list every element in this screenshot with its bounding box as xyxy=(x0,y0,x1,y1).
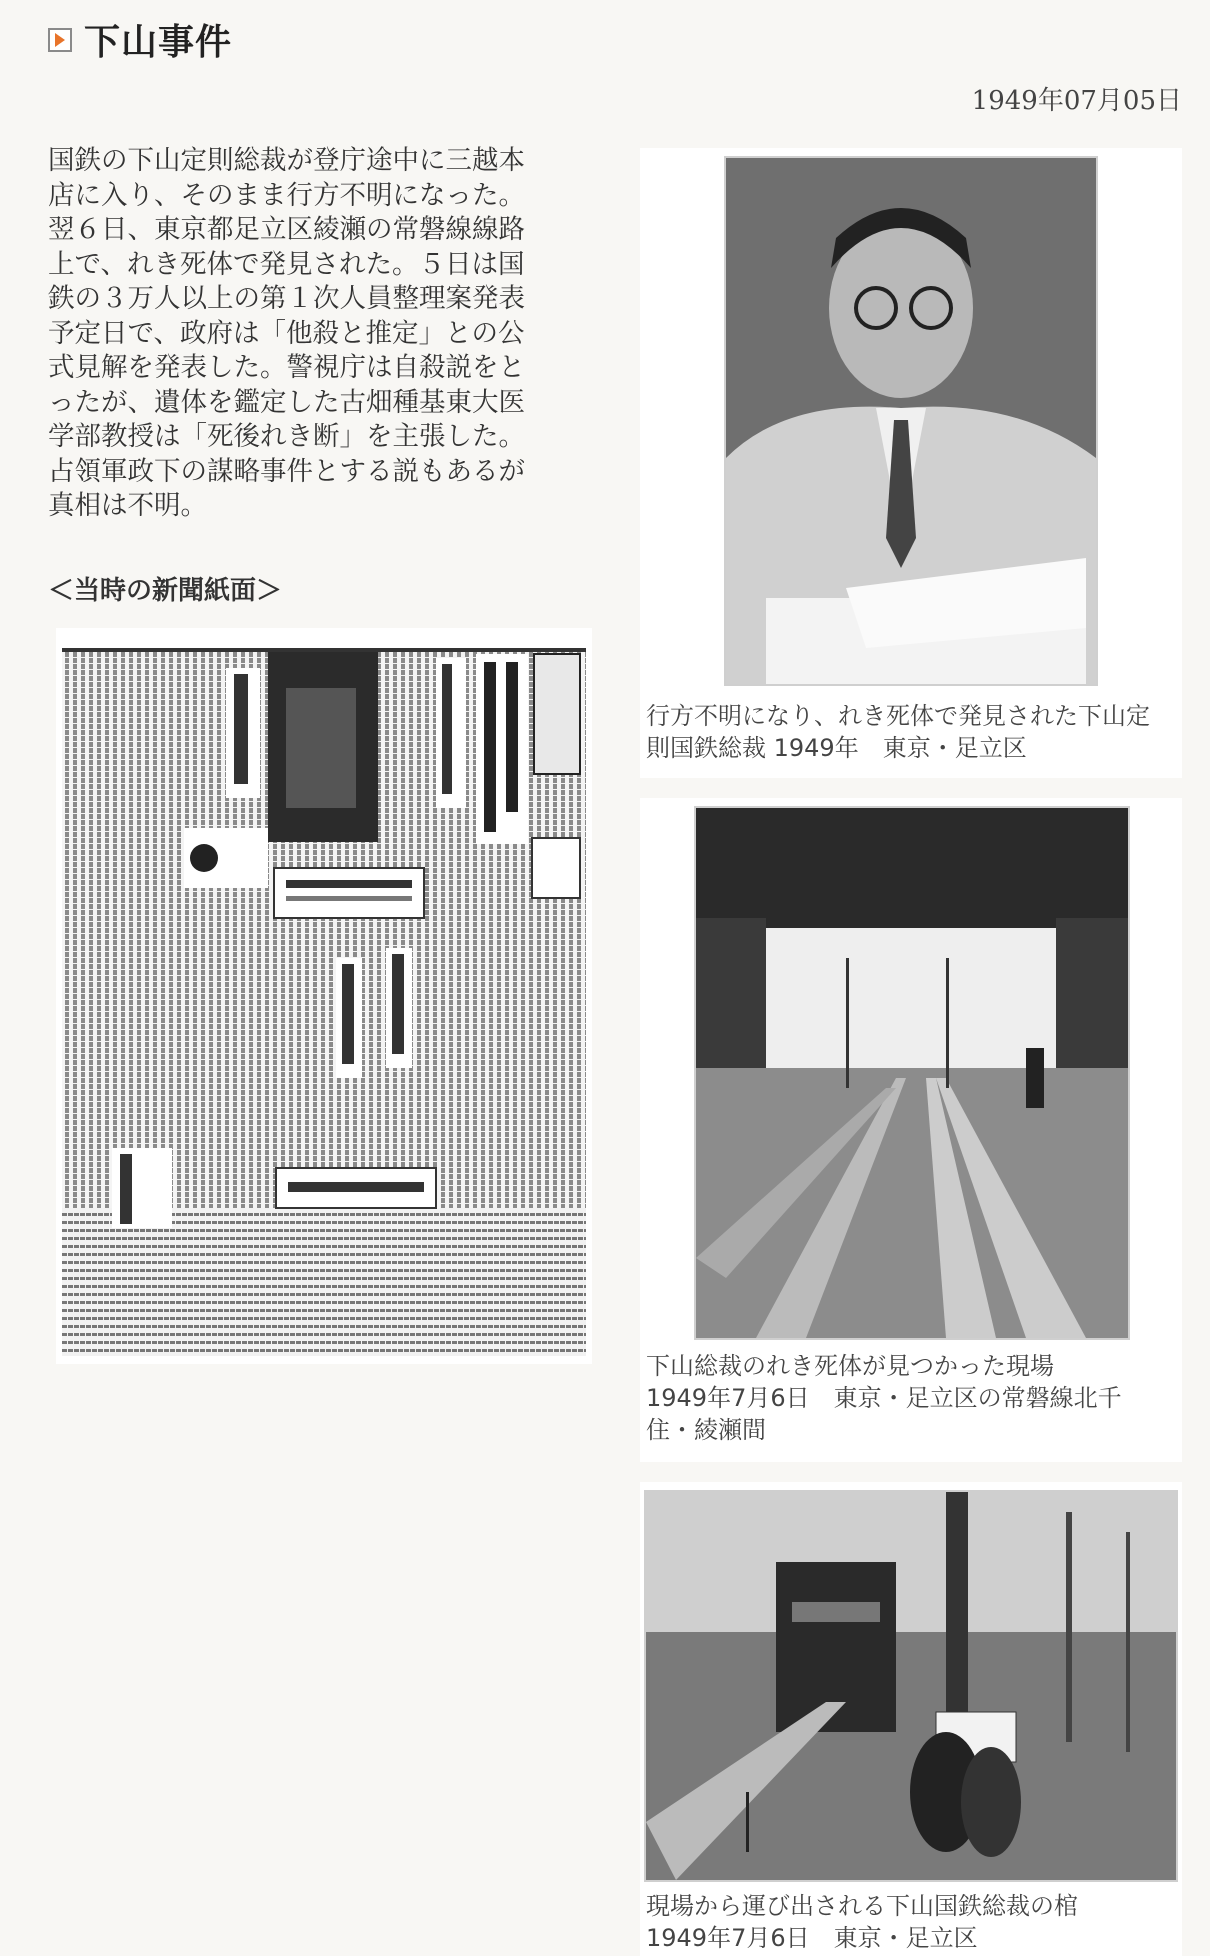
caption-line: 下山総裁のれき死体が見つかった現場 xyxy=(646,1352,1054,1380)
portrait-photo[interactable] xyxy=(724,156,1098,686)
caption-line: 現場から運び出される下山国鉄総裁の棺 xyxy=(646,1892,1078,1920)
caption-line: 1949年7月6日 東京・足立区 xyxy=(646,1924,978,1952)
coffin-photo[interactable] xyxy=(644,1490,1178,1882)
article-line: 学部教授は「死後れき断」を主張した。 xyxy=(48,421,525,452)
article-line: 占領軍政下の謀略事件とする説もあるが xyxy=(48,455,525,487)
article-line: 予定日で、政府は「他殺と推定」との公 xyxy=(48,317,525,349)
article-line: 鉄の３万人以上の第１次人員整理案発表 xyxy=(48,283,525,314)
article-line: ったが、遺体を鑑定した古畑種基東大医 xyxy=(48,386,525,418)
caption-line: 行方不明になり、れき死体で発見された下山定 xyxy=(646,702,1150,730)
photo-card xyxy=(640,1482,1182,1956)
photo-card xyxy=(640,798,1182,1462)
article-line: 式見解を発表した。警視庁は自殺説をと xyxy=(48,352,525,383)
publish-date: 1949年07月05日 xyxy=(971,86,1182,116)
play-arrow-icon xyxy=(48,28,72,52)
title-row xyxy=(48,14,232,65)
newspaper-heading: ＜当時の新聞紙面＞ xyxy=(48,576,283,606)
photo-caption xyxy=(646,700,1176,764)
caption-line: 1949年7月6日 東京・足立区の常磐線北千 xyxy=(646,1384,1122,1412)
photo-caption xyxy=(646,1890,1176,1954)
caption-line: 則国鉄総裁 1949年 東京・足立区 xyxy=(646,734,1027,762)
newspaper-image[interactable] xyxy=(56,628,592,1364)
article-line: 上で、れき死体で発見された。５日は国 xyxy=(48,248,525,280)
page-title: 下山事件 xyxy=(84,22,233,63)
article-line: 国鉄の下山定則総裁が登庁途中に三越本 xyxy=(48,145,525,176)
article-line: 真相は不明。 xyxy=(48,490,207,521)
caption-line: 住・綾瀬間 xyxy=(646,1416,766,1444)
photo-card xyxy=(640,148,1182,778)
article-line: 店に入り、そのまま行方不明になった。 xyxy=(48,179,525,211)
article-body xyxy=(48,144,578,524)
railway-scene-photo[interactable] xyxy=(694,806,1130,1340)
photo-caption xyxy=(646,1350,1176,1446)
article-line: 翌６日、東京都足立区綾瀬の常磐線線路 xyxy=(48,214,525,245)
